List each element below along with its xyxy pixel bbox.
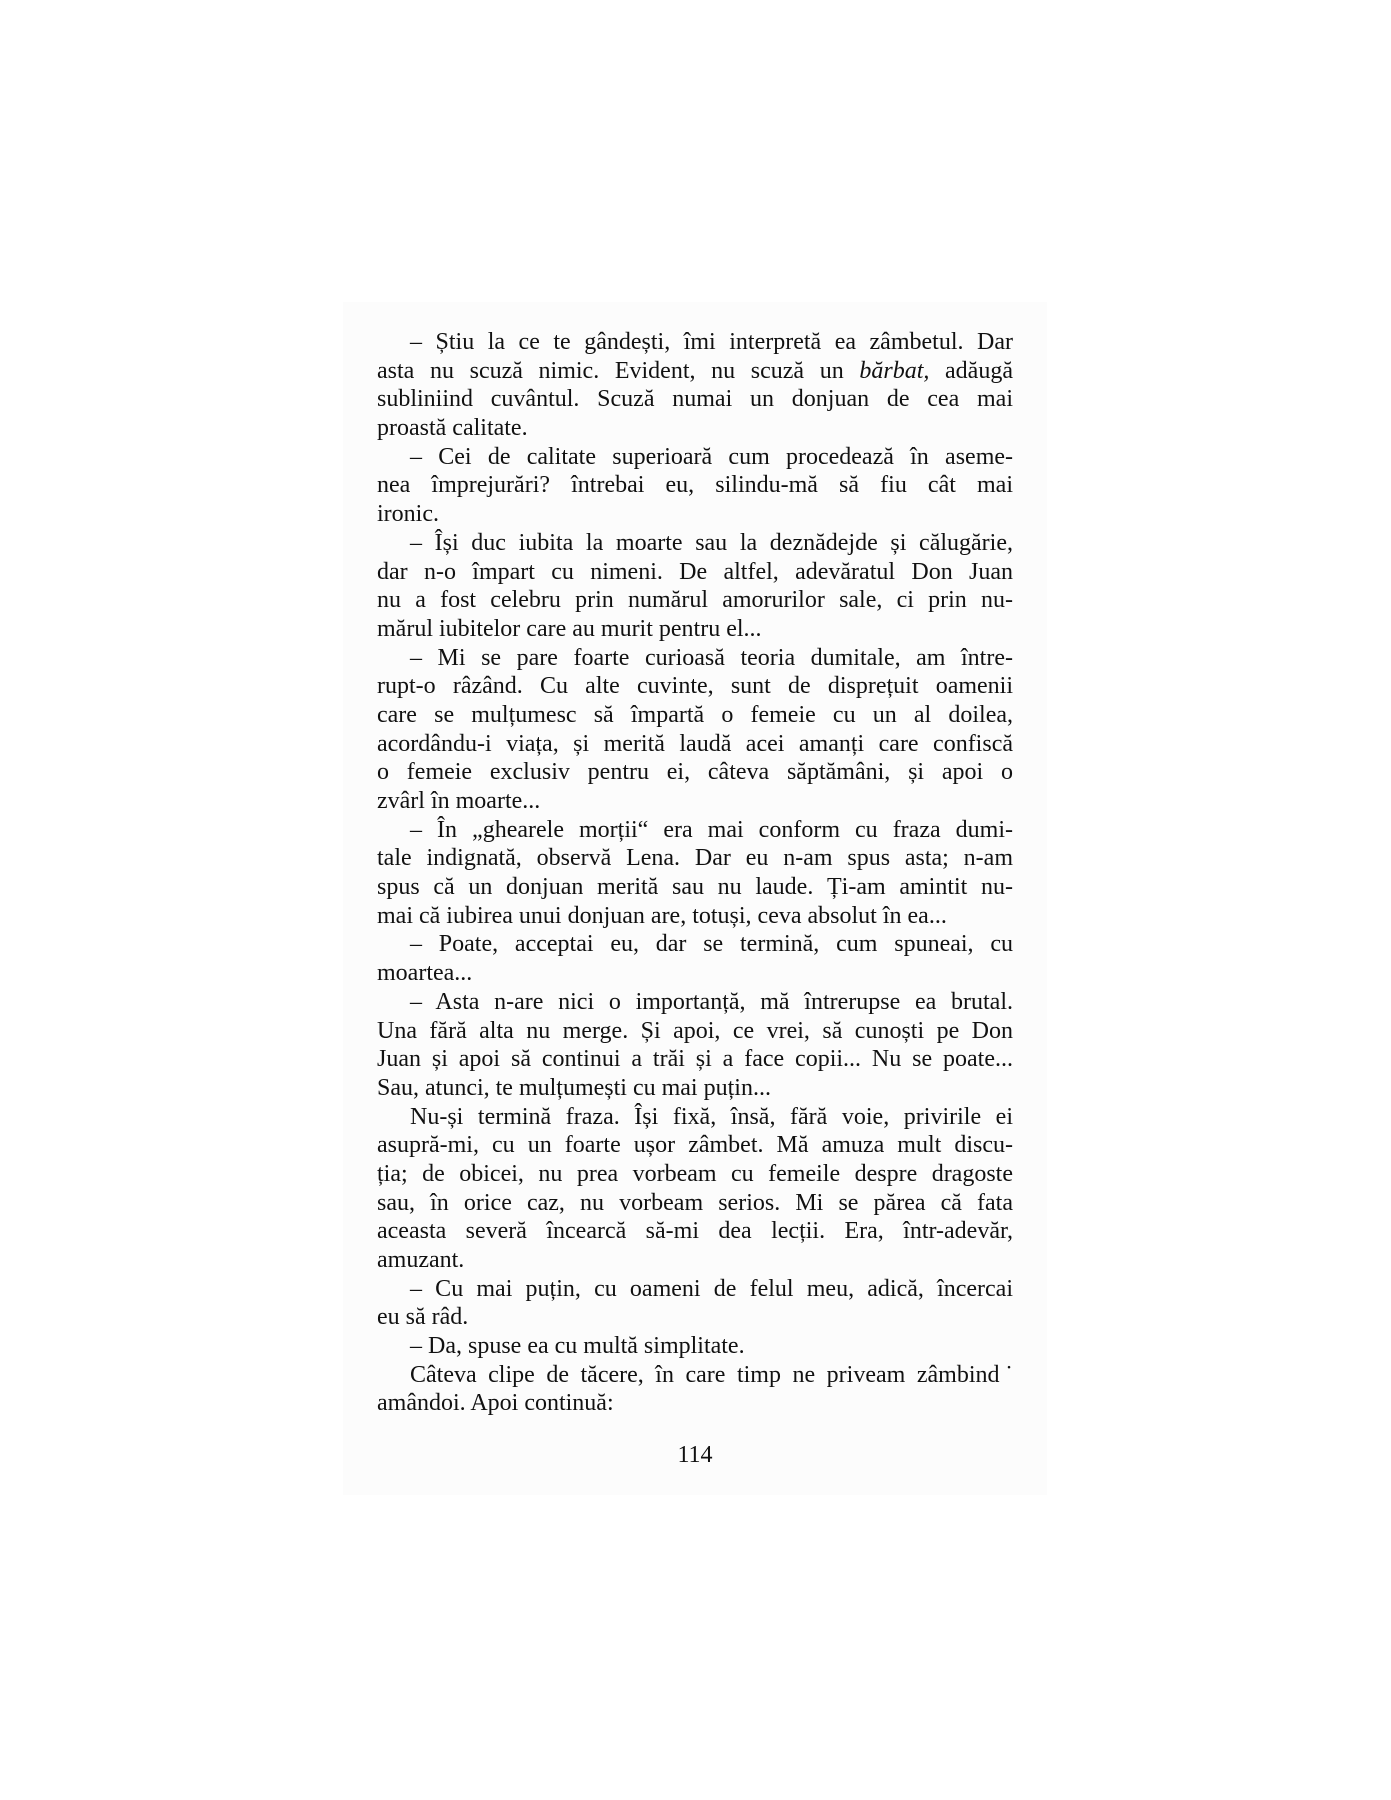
paragraph bbox=[377, 529, 1013, 644]
text-line: – Cei de calitate superioară cum procedează în aseme- bbox=[410, 443, 1013, 470]
text-line: tale indignată, observă Lena. Dar eu n-am spus asta; n-am bbox=[377, 845, 1013, 872]
line-segment: asta nu scuză nimic. Evident, nu scuză un bbox=[377, 357, 860, 384]
text-line: – Mi se pare foarte curioasă teoria dumitale, am între- bbox=[410, 644, 1013, 671]
paragraph bbox=[377, 816, 1013, 931]
paragraph bbox=[377, 1361, 1013, 1418]
paragraph bbox=[377, 930, 1013, 987]
paragraph bbox=[377, 644, 1013, 816]
text-line: asupră-mi, cu un foarte ușor zâmbet. Mă amuza mult discu- bbox=[377, 1132, 1013, 1159]
text-line: moartea... bbox=[377, 960, 473, 987]
text-line: zvârl în moarte... bbox=[377, 788, 541, 814]
text-line: mărul iubitelor care au murit pentru el... bbox=[377, 615, 762, 642]
text-line bbox=[377, 357, 1013, 386]
text-line: aceasta severă încearcă să-mi dea lecții. Era, într-adevăr, bbox=[377, 1218, 1013, 1245]
paragraph bbox=[377, 443, 1013, 529]
book-page bbox=[343, 302, 1047, 1495]
text-line: – Cu mai puțin, cu oameni de felul meu, adică, încercai bbox=[410, 1275, 1013, 1302]
text-line: dar n-o împart cu nimeni. De altfel, adevăratul Don Juan bbox=[377, 558, 1013, 585]
line-segment: adăugă bbox=[929, 357, 1013, 384]
text-line: Una fără alta nu merge. Și apoi, ce vrei, să cunoști pe Don bbox=[377, 1017, 1013, 1044]
text-line: Sau, atunci, te mulțumești cu mai puțin... bbox=[377, 1074, 771, 1101]
text-line: – Își duc iubita la moarte sau la deznădejde și călugărie, bbox=[410, 529, 1013, 556]
text-line: ironic. bbox=[377, 501, 439, 528]
page-body-text bbox=[377, 328, 1013, 1418]
page-number: 114 bbox=[677, 1442, 713, 1468]
text-line: mai că iubirea unui donjuan are, totuși, ceva absolut în ea... bbox=[377, 902, 947, 929]
text-line: eu să râd. bbox=[377, 1304, 469, 1331]
text-line: – Asta n-are nici o importanță, mă întrerupse ea brutal. bbox=[410, 988, 1013, 1015]
text-line: care se mulțumesc să împartă o femeie cu un al doilea, bbox=[377, 701, 1013, 728]
text-line: – În „ghearele morții“ era mai conform cu fraza dumi- bbox=[410, 816, 1013, 843]
text-line: spus că un donjuan merită sau nu laude. Ți-am amintit nu- bbox=[377, 874, 1013, 901]
text-line: nu a fost celebru prin numărul amorurilor sale, ci prin nu- bbox=[377, 587, 1013, 614]
text-line: subliniind cuvântul. Scuză numai un donjuan de cea mai bbox=[377, 386, 1013, 413]
text-line: – Știu la ce te gândești, îmi interpretă ea zâmbetul. Dar bbox=[410, 329, 1013, 355]
text-line: rupt-o râzând. Cu alte cuvinte, sunt de disprețuit oamenii bbox=[377, 673, 1013, 700]
paragraph bbox=[377, 988, 1013, 1103]
text-line: Nu-și termină fraza. Își fixă, însă, fără voie, privirile ei bbox=[410, 1103, 1013, 1130]
paragraph bbox=[377, 1275, 1013, 1332]
text-line: o femeie exclusiv pentru ei, câteva săptămâni, și apoi o bbox=[377, 759, 1013, 786]
text-line: amândoi. Apoi continuă: bbox=[377, 1390, 614, 1417]
text-line: – Da, spuse ea cu multă simplitate. bbox=[410, 1333, 745, 1360]
text-line: Câteva clipe de tăcere, în care timp ne priveam zâmbind˙ bbox=[410, 1361, 1013, 1388]
paragraph bbox=[377, 328, 1013, 443]
paragraph bbox=[377, 1103, 1013, 1275]
text-line: ția; de obicei, nu prea vorbeam cu femeile despre dragoste bbox=[377, 1160, 1013, 1187]
text-line: – Poate, acceptai eu, dar se termină, cum spuneai, cu bbox=[410, 931, 1013, 958]
text-line: acordându-i viața, și merită laudă acei amanți care confiscă bbox=[377, 730, 1013, 757]
text-line: amuzant. bbox=[377, 1247, 465, 1273]
paragraph bbox=[377, 1332, 1013, 1361]
text-line: Juan și apoi să continui a trăi și a face copii... Nu se poate... bbox=[377, 1046, 1013, 1073]
emphasized-word: bărbat, bbox=[859, 357, 930, 384]
text-line: proastă calitate. bbox=[377, 415, 528, 442]
text-line: sau, în orice caz, nu vorbeam serios. Mi se părea că fata bbox=[377, 1189, 1013, 1216]
text-line: nea împrejurări? întrebai eu, silindu-mă să fiu cât mai bbox=[377, 472, 1013, 499]
